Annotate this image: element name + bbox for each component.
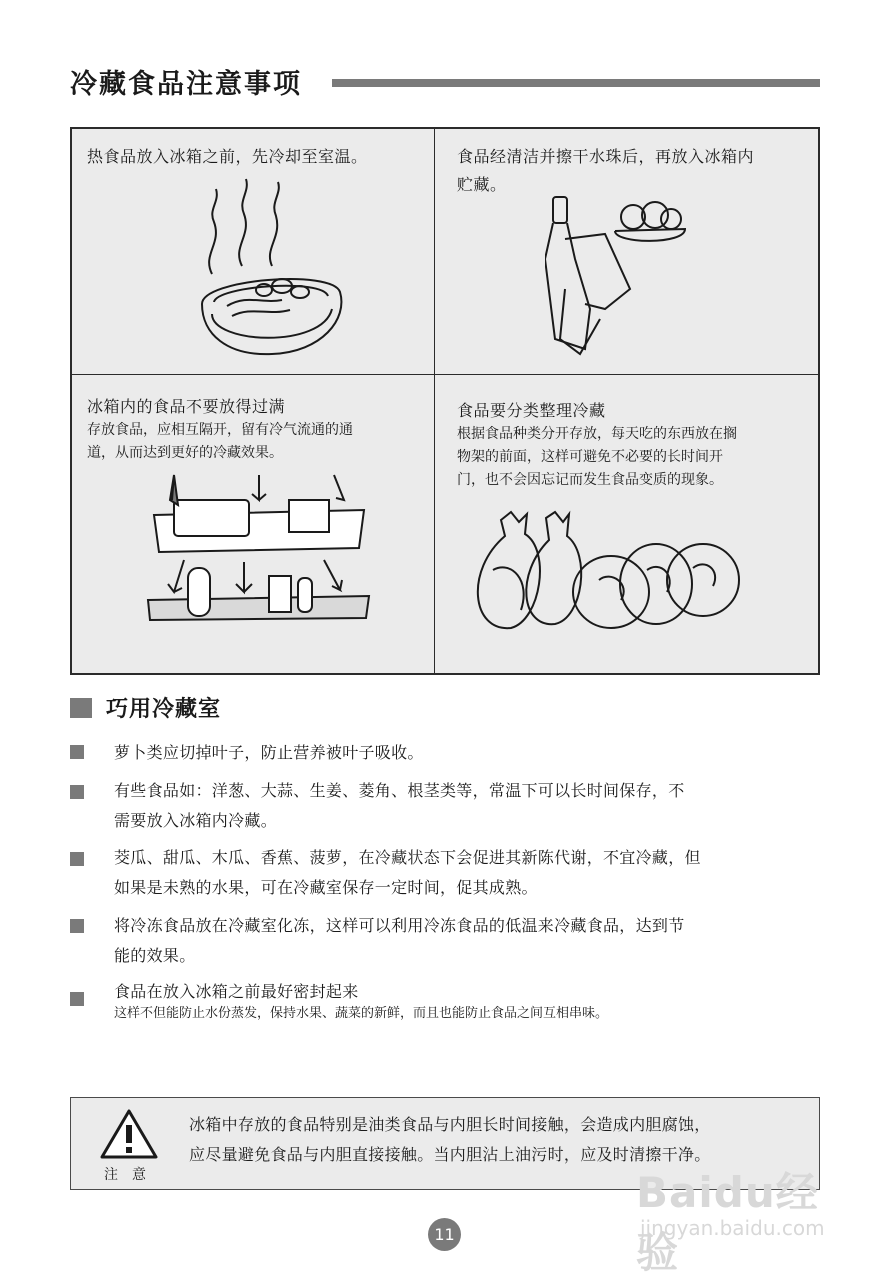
tip-body-line-1: 根据食品种类分开存放，每天吃的东西放在搁 <box>457 426 737 442</box>
list-item-bullet <box>70 992 84 1006</box>
watermark-logo: Baidu经验 <box>636 1168 819 1277</box>
list-item-line-2: 需要放入冰箱内冷藏。 <box>114 811 278 830</box>
page-number: 11 <box>428 1218 461 1251</box>
bottle-and-fruit-illustration <box>545 189 695 359</box>
tip-heading: 冰箱内的食品不要放得过满 <box>87 397 286 416</box>
tip-heading-line-2: 贮藏。 <box>457 175 507 194</box>
tip-clean-and-dry <box>435 129 818 375</box>
list-item-bullet <box>70 919 84 933</box>
list-item-line-1: 将冷冻食品放在冷藏室化冻，这样可以利用冷冻食品的低温来冷藏食品，达到节 <box>114 916 685 935</box>
watermark <box>636 1160 846 1277</box>
tip-sort-by-category <box>435 375 818 673</box>
tips-grid <box>70 127 820 675</box>
shelf-airflow-illustration <box>144 470 374 640</box>
list-item-subtext: 这样不但能防止水份蒸发，保持水果、蔬菜的新鲜，而且也能防止食品之间互相串味。 <box>114 1006 609 1021</box>
list-item-bullet <box>70 785 84 799</box>
tip-body-line-2: 物架的前面，这样可避免不必要的长时间开 <box>457 449 723 465</box>
list-item-line-2: 能的效果。 <box>114 946 196 965</box>
notice-text <box>189 1110 711 1170</box>
packaged-meat-illustration <box>471 510 751 640</box>
warning-icon <box>99 1108 159 1160</box>
title-rule <box>332 79 820 87</box>
tip-cool-hot-food <box>72 129 435 375</box>
list-item-bullet <box>70 852 84 866</box>
tip-not-too-full <box>72 375 435 673</box>
tip-body-line-1: 存放食品，应相互隔开，留有冷气流通的通 <box>87 422 353 438</box>
notice-label: 注意 <box>104 1167 160 1183</box>
list-item: 萝卜类应切掉叶子，防止营养被叶子吸收。 <box>114 743 424 762</box>
tip-heading-line-1: 食品经清洁并擦干水珠后，再放入冰箱内 <box>457 147 755 166</box>
tip-body-line-2: 道，从而达到更好的冷藏效果。 <box>87 445 283 461</box>
section-title: 巧用冷藏室 <box>106 697 222 722</box>
list-item-line-1: 有些食品如：洋葱、大蒜、生姜、菱角、根茎类等，常温下可以长时间保存，不 <box>114 781 685 800</box>
notice-line-1: 冰箱中存放的食品特别是油类食品与内胆长时间接触，会造成内胆腐蚀， <box>189 1115 711 1134</box>
notice-line-2: 应尽量避免食品与内胆直接接触。当内胆沾上油污时，应及时清擦干净。 <box>189 1145 711 1164</box>
list-item-bullet <box>70 745 84 759</box>
hot-bowl-illustration <box>172 174 362 364</box>
tip-heading: 食品要分类整理冷藏 <box>457 401 606 420</box>
list-item-line-1: 茭瓜、甜瓜、木瓜、香蕉、菠萝，在冷藏状态下会促进其新陈代谢，不宜冷藏，但 <box>114 848 701 867</box>
section-marker <box>70 698 92 718</box>
list-item-line-2: 如果是未熟的水果，可在冷藏室保存一定时间，促其成熟。 <box>114 878 538 897</box>
list-item-line-1: 食品在放入冰箱之前最好密封起来 <box>114 982 359 1001</box>
watermark-url: jingyan.baidu.com <box>640 1216 825 1240</box>
tip-heading: 热食品放入冰箱之前，先冷却至室温。 <box>87 147 368 166</box>
tip-body-line-3: 门，也不会因忘记而发生食品变质的现象。 <box>457 472 723 488</box>
page-title: 冷藏食品注意事项 <box>70 69 302 100</box>
